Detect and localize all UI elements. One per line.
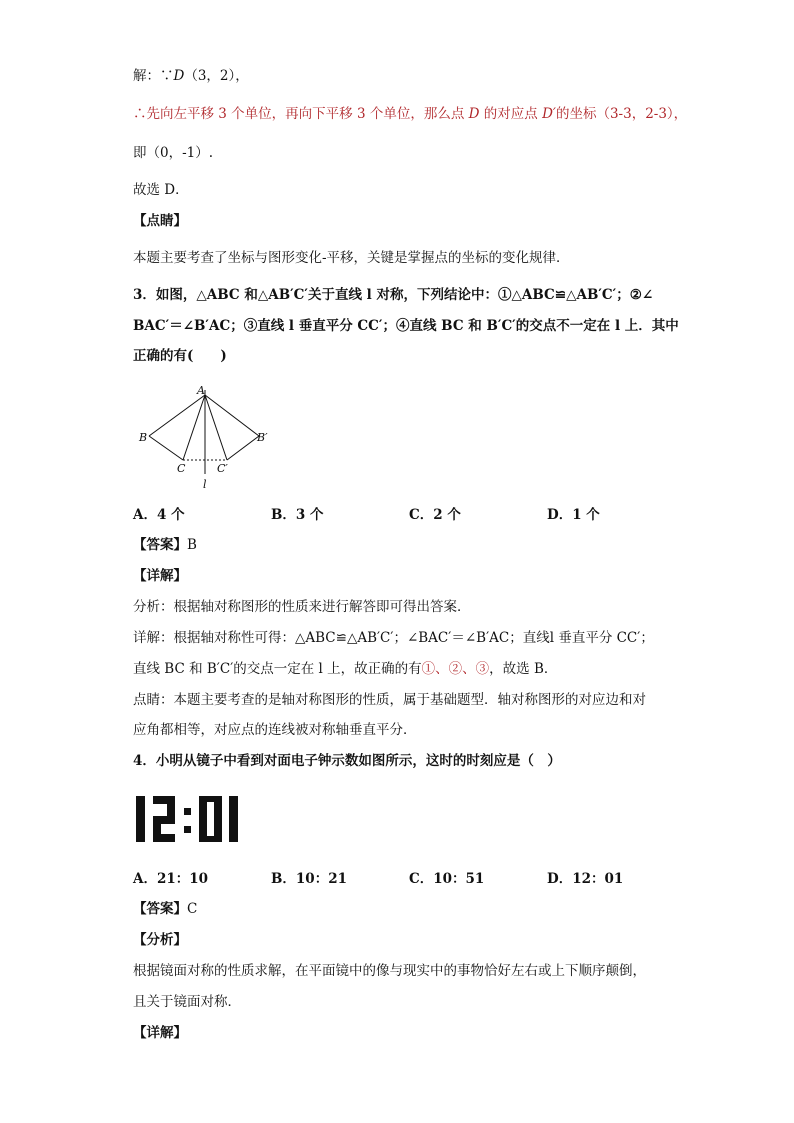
solution-line-4: 故选 D． [133, 182, 189, 198]
correct-items: ①、②、③ [421, 661, 490, 677]
solution-line-3: 即（0，-1）. [133, 145, 214, 161]
q3-triangle-figure [135, 380, 275, 492]
segment-ac-prime [205, 395, 227, 460]
clock-digit-0 [199, 796, 222, 842]
q4-analysis-2: 且关于镜面对称． [133, 994, 241, 1010]
q4-analysis-label: 【分析】 [133, 932, 187, 948]
label-b: B [139, 431, 148, 444]
clock-colon [184, 808, 191, 833]
segment-bc [149, 436, 183, 460]
q4-choice-d: D．12：01 [547, 871, 624, 887]
text: 的对应点 [479, 106, 543, 122]
q4-stem: 4．小明从镜子中看到对面电子钟示数如图所示，这时的时刻应是（ ） [133, 753, 561, 769]
q3-stem-3: 正确的有( ) [133, 348, 227, 364]
answer-value: C [187, 901, 198, 917]
point-d: D [173, 68, 185, 84]
text: 解：∵ [133, 68, 174, 84]
q3-stem-1: 3．如图，△ABC 和△AB′C′关于直线 l 对称，下列结论中：①△ABC≌△AB′C′；②∠ [133, 287, 654, 303]
answer-label: 【答案】 [133, 901, 187, 917]
segment-ab-prime [205, 395, 259, 436]
dianjing-text: 本题主要考查了坐标与图形变化-平移，关键是掌握点的坐标的变化规律． [133, 250, 570, 266]
label-c-prime: C′ [217, 462, 228, 475]
text: （3，2）， [184, 68, 249, 84]
q3-choice-a: A．4 个 [133, 507, 185, 523]
q3-detail-1: 详解：根据轴对称性可得：△ABC≌△AB′C′；∠BAC′＝∠B′AC；直线l 垂直平分 CC′； [133, 630, 654, 646]
q3-comment-1: 点睛：本题主要考查的是轴对称图形的性质，属于基础题型．轴对称图形的对应边和对 [133, 692, 646, 708]
q4-digital-clock [133, 790, 241, 848]
text: ，故选 B． [489, 661, 558, 677]
clock-digit-1 [136, 796, 145, 842]
label-c: C [177, 462, 186, 475]
point-d: D [468, 106, 480, 122]
q3-choice-b: B．3 个 [271, 507, 324, 523]
q4-answer [133, 899, 197, 919]
q3-choice-c: C．2 个 [409, 507, 461, 523]
segment-ac [183, 395, 205, 460]
label-b-prime: B′ [257, 431, 268, 444]
q4-choice-c: C．10：51 [409, 871, 485, 887]
label-l: l [203, 478, 207, 491]
segment-ab [149, 395, 205, 436]
q3-detail-2 [133, 659, 557, 679]
q3-choice-d: D．1 个 [547, 507, 600, 523]
label-a: A [197, 384, 205, 397]
section-label-dianjing: 【点睛】 [133, 213, 187, 229]
q3-detail-label: 【详解】 [133, 568, 187, 584]
q3-stem-2: BAC′＝∠B′AC；③直线 l 垂直平分 CC′；④直线 BC 和 B′C′的交点不一定在 l 上．其中 [133, 318, 679, 334]
solution-line-2 [133, 104, 687, 124]
answer-value: B [187, 537, 197, 553]
text: 直线 BC 和 B′C′的交点一定在 l 上，故正确的有 [133, 661, 422, 677]
q3-comment-2: 应角都相等，对应点的连线被对称轴垂直平分． [133, 722, 417, 738]
text: ∴先向左平移 3 个单位，再向下平移 3 个单位，那么点 [133, 106, 469, 122]
text: 的坐标（3-3，2-3）， [555, 106, 688, 122]
segment-b-prime-c-prime [227, 436, 259, 460]
q3-analysis: 分析：根据轴对称图形的性质来进行解答即可得出答案． [133, 599, 471, 615]
solution-line-1 [133, 66, 249, 86]
q3-answer [133, 535, 197, 555]
clock-digit-1b [229, 796, 238, 842]
answer-label: 【答案】 [133, 537, 187, 553]
q4-choice-a: A．21：10 [133, 871, 209, 887]
q4-analysis-1: 根据镜面对称的性质求解，在平面镜中的像与现实中的事物恰好左右或上下顺序颠倒， [133, 963, 646, 979]
point-d-prime: D′ [542, 106, 556, 122]
q4-detail-label: 【详解】 [133, 1025, 187, 1041]
clock-digit-2 [153, 796, 175, 842]
q4-choice-b: B．10：21 [271, 871, 347, 887]
